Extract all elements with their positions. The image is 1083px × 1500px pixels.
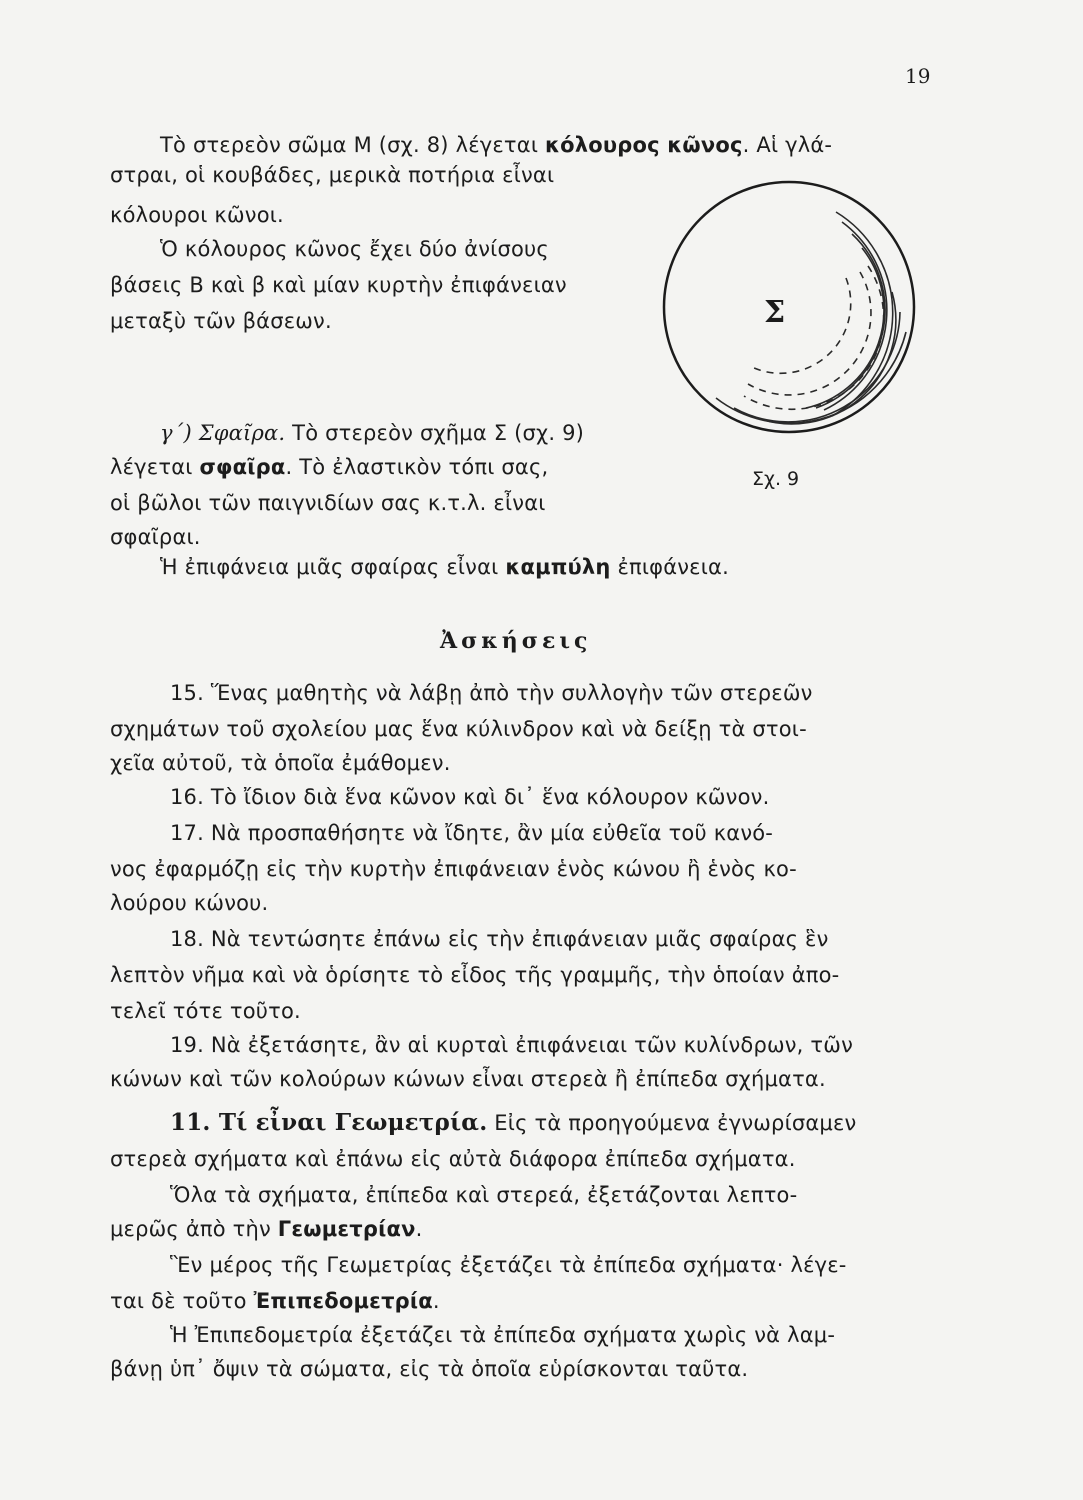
- section-line: [170, 1108, 945, 1138]
- text-run: 16. Τὸ ἴδιον διὰ ἕνα κῶνον καὶ δι᾽ ἕνα κόλουρον κῶνον.: [170, 785, 770, 809]
- text-run: Ἡ ἐπιφάνεια μιᾶς σφαίρας εἶναι: [160, 555, 506, 579]
- exercise-line: [170, 818, 945, 848]
- text-line: [110, 488, 945, 518]
- bold-term: σφαῖρα: [199, 455, 286, 479]
- text-line: [110, 522, 945, 552]
- sphere-hidden-lines: [744, 266, 884, 409]
- text-run: 18. Νὰ τεντώσητε ἐπάνω εἰς τὴν ἐπιφάνειαν μιᾶς σφαίρας ἓν: [170, 927, 829, 951]
- exercise-line: [110, 854, 945, 884]
- text-run: 19. Νὰ ἐξετάσητε, ἂν αἱ κυρταὶ ἐπιφάνειαι τῶν κυλίνδρων, τῶν: [170, 1033, 853, 1057]
- text-run: 15. Ἕνας μαθητὴς νὰ λάβῃ ἀπὸ τὴν συλλογὴν τῶν στερεῶν: [170, 681, 813, 705]
- section-line: [110, 1144, 945, 1174]
- text-run: οἱ βῶλοι τῶν παιγνιδίων σας κ.τ.λ. εἶναι: [110, 491, 546, 515]
- text-run: βάσεις Β καὶ β καὶ μίαν κυρτὴν ἐπιφάνειαν: [110, 273, 567, 297]
- text-line: [160, 130, 945, 160]
- text-run: Τὸ στερεὸν σχῆμα Σ (σχ. 9): [285, 421, 585, 445]
- section-title: 11. Τί εἶναι Γεωμετρία.: [170, 1109, 488, 1136]
- exercise-line: [110, 748, 945, 778]
- text-run: . Αἱ γλά-: [742, 133, 833, 157]
- text-run: μερῶς ἀπὸ τὴν: [110, 1217, 278, 1241]
- section-line: [170, 1250, 945, 1280]
- text-run: στερεὰ σχήματα καὶ ἐπάνω εἰς αὐτὰ διάφορα ἐπίπεδα σχήματα.: [110, 1147, 796, 1171]
- figure-caption: Σχ. 9: [752, 468, 800, 490]
- exercise-line: [170, 782, 1005, 812]
- sphere-figure: [656, 172, 926, 452]
- text-run: .: [432, 1289, 440, 1313]
- text-run: κώνων καὶ τῶν κολούρων κώνων εἶναι στερεὰ ἢ ἐπίπεδα σχήματα.: [110, 1067, 826, 1091]
- subsection-label: γ΄) Σφαῖρα.: [160, 421, 286, 445]
- text-run: κόλουροι κῶνοι.: [110, 203, 284, 227]
- exercise-line: [110, 996, 945, 1026]
- text-run: στραι, οἱ κουβάδες, μερικὰ ποτήρια εἶναι: [110, 163, 555, 187]
- text-run: Εἰς τὰ προηγούμενα ἐγνωρίσαμεν: [487, 1111, 857, 1135]
- text-run: .: [415, 1217, 423, 1241]
- text-run: Τὸ στερεὸν σῶμα Μ (σχ. 8) λέγεται: [160, 133, 545, 157]
- exercise-line: [170, 678, 945, 708]
- bold-term: Γεωμετρίαν: [277, 1217, 416, 1241]
- text-run: μεταξὺ τῶν βάσεων.: [110, 309, 332, 333]
- text-line: [110, 452, 945, 482]
- section-line: [170, 1180, 945, 1210]
- exercise-line: [110, 1064, 945, 1094]
- text-run: ται δὲ τοῦτο: [110, 1289, 254, 1313]
- bold-term: Ἐπιπεδομετρία: [253, 1289, 433, 1313]
- bold-term: καμπύλη: [505, 555, 611, 579]
- text-run: βάνῃ ὑπ᾽ ὄψιν τὰ σώματα, εἰς τὰ ὁποῖα εὑρίσκονται ταῦτα.: [110, 1357, 749, 1381]
- text-run: χεῖα αὐτοῦ, τὰ ὁποῖα ἐμάθομεν.: [110, 751, 451, 775]
- text-run: λούρου κώνου.: [110, 891, 269, 915]
- section-line: [170, 1320, 945, 1350]
- text-run: λεπτὸν νῆμα καὶ νὰ ὁρίσητε τὸ εἶδος τῆς γραμμῆς, τὴν ὁποίαν ἀπο-: [110, 963, 840, 987]
- exercise-line: [110, 888, 945, 918]
- text-run: τελεῖ τότε τοῦτο.: [110, 999, 301, 1023]
- text-run: σχημάτων τοῦ σχολείου μας ἕνα κύλινδρον καὶ νὰ δείξῃ τὰ στοι-: [110, 717, 807, 741]
- figure-label: Σ: [764, 295, 786, 330]
- text-run: σφαῖραι.: [110, 525, 201, 549]
- exercise-line: [170, 1030, 945, 1060]
- exercise-line: [110, 714, 945, 744]
- exercises-heading: Ἀσκήσεις: [440, 628, 592, 654]
- text-run: Ὅλα τὰ σχήματα, ἐπίπεδα καὶ στερεά, ἐξετάζονται λεπτο-: [170, 1183, 798, 1207]
- text-run: Ἡ Ἐπιπεδομετρία ἐξετάζει τὰ ἐπίπεδα σχήματα χωρὶς νὰ λαμ-: [170, 1323, 836, 1347]
- page-number: 19: [905, 64, 931, 88]
- text-run: . Τὸ ἐλαστικὸν τόπι σας,: [285, 455, 549, 479]
- text-line: [160, 552, 995, 582]
- exercise-line: [170, 924, 945, 954]
- section-line: [110, 1214, 945, 1244]
- text-run: νος ἐφαρμόζῃ εἰς τὴν κυρτὴν ἐπιφάνειαν ἑνὸς κώνου ἢ ἑνὸς κο-: [110, 857, 797, 881]
- text-run: λέγεται: [110, 455, 200, 479]
- section-line: [110, 1354, 945, 1384]
- text-run: ἐπιφάνεια.: [610, 555, 729, 579]
- exercise-line: [110, 960, 945, 990]
- bold-term: κόλουρος κῶνος: [545, 133, 743, 157]
- text-run: Ἓν μέρος τῆς Γεωμετρίας ἐξετάζει τὰ ἐπίπεδα σχήματα· λέγε-: [170, 1253, 847, 1277]
- text-run: Ὁ κόλουρος κῶνος ἔχει δύο ἀνίσους: [160, 237, 549, 261]
- text-run: 17. Νὰ προσπαθήσητε νὰ ἴδητε, ἂν μία εὐθεῖα τοῦ κανό-: [170, 821, 774, 845]
- section-line: [110, 1286, 945, 1316]
